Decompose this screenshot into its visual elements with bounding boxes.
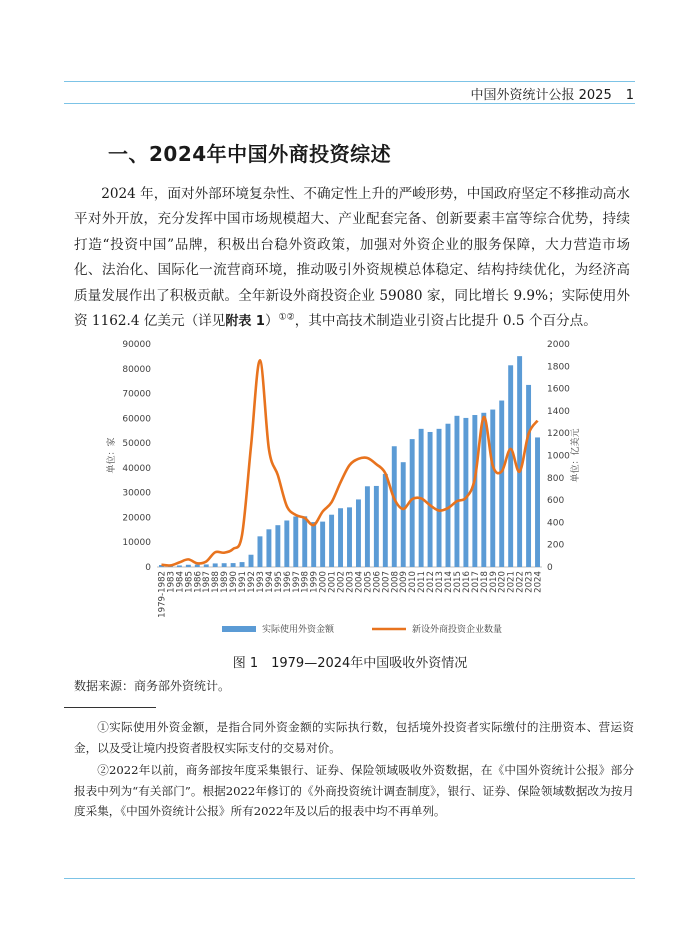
y-tick-right: 1800 <box>547 362 570 373</box>
bar-2018 <box>481 413 486 567</box>
bar-2010 <box>410 439 415 567</box>
bar-1988 <box>213 563 218 567</box>
bar-2014 <box>446 424 451 567</box>
fdi-chart <box>100 334 581 644</box>
bar-series <box>159 356 540 567</box>
x-tick-label: 1991 <box>238 571 249 593</box>
x-tick-label: 1988 <box>211 571 222 593</box>
bar-2022 <box>517 356 522 567</box>
bar-1996 <box>284 521 289 567</box>
x-tick-label: 1996 <box>282 571 293 593</box>
y-axis-label-right: 单位：亿美元 <box>571 428 581 483</box>
header-rule <box>64 103 635 104</box>
x-tick-label: 2021 <box>506 571 517 593</box>
x-tick-label: 1993 <box>255 571 266 593</box>
bar-2021 <box>508 365 513 567</box>
y-tick-left: 20000 <box>122 513 151 524</box>
section-title: 一、2024年中国外商投资综述 <box>108 142 392 166</box>
x-tick-label: 1985 <box>184 571 195 593</box>
y-tick-left: 70000 <box>122 389 151 400</box>
bar-2019 <box>490 410 495 567</box>
bar-1998 <box>302 516 307 567</box>
x-tick-label: 2006 <box>372 571 383 593</box>
body-paragraph <box>74 182 630 334</box>
x-tick-label: 1984 <box>175 571 186 593</box>
bar-1994 <box>266 529 271 567</box>
x-tick-label: 2007 <box>381 571 392 593</box>
footnote-rule <box>64 707 156 708</box>
x-tick-label: 1998 <box>300 571 311 593</box>
y-tick-left: 30000 <box>122 488 151 499</box>
bottom-rule <box>64 878 635 879</box>
bar-2020 <box>499 401 504 567</box>
x-tick-label: 1992 <box>247 571 258 593</box>
bar-2012 <box>428 432 433 567</box>
header-title: 中国外资统计公报 2025 <box>470 88 612 103</box>
x-tick-label: 2015 <box>452 571 463 593</box>
x-tick-label: 2003 <box>345 571 356 593</box>
y-tick-right: 1200 <box>547 429 570 440</box>
y-tick-left: 90000 <box>122 340 151 350</box>
x-tick-label: 2018 <box>479 571 490 593</box>
chart-legend <box>222 623 502 635</box>
body-text-close: ） <box>264 313 279 330</box>
y-tick-right: 1400 <box>547 406 570 417</box>
y-tick-left: 80000 <box>122 364 151 375</box>
body-text-end: ，其中高技术制造业引资占比提升 0.5 个百分点。 <box>294 313 597 330</box>
y-tick-left: 50000 <box>122 439 151 450</box>
y-tick-right: 1600 <box>547 384 570 395</box>
bar-2003 <box>347 507 352 567</box>
y-tick-right: 400 <box>547 518 565 529</box>
body-text: 2024 年，面对外部环境复杂性、不确定性上升的严峻形势，中国政府坚定不移推动高水平对外开放，充分发挥中国市场规模超大、产业配套完备、创新要素丰富等综合优势，持续打造“投资中国”品牌，积极出台稳外资政策，加强对外资企业的服务保障，大力营造市场化、法治化、国际化一流营商环境，推动吸引外资规模总体稳定、结构持续优化，为经济高质量发展作出了积极贡献。全年新设外商投资企业 59080 家，同比增长 9.9%；实际使用外资 1162.4 亿美元（详见 <box>74 186 630 330</box>
y-tick-right: 0 <box>547 563 553 573</box>
x-tick-label: 2010 <box>408 571 419 593</box>
x-tick-label: 2008 <box>390 571 401 593</box>
bar-2002 <box>338 508 343 567</box>
bar-1999 <box>311 522 316 567</box>
bar-2017 <box>472 415 477 567</box>
y-tick-left: 0 <box>145 563 151 573</box>
y-axis-label-left: 单位：家 <box>107 437 117 474</box>
bar-1990 <box>231 563 236 567</box>
bar-2000 <box>320 522 325 567</box>
bar-2006 <box>374 486 379 567</box>
x-tick-label: 1994 <box>264 571 275 593</box>
y-tick-left: 40000 <box>122 463 151 474</box>
bar-1989 <box>222 563 227 567</box>
x-tick-label: 2019 <box>488 571 499 593</box>
bar-2005 <box>365 486 370 567</box>
x-tick-label: 1989 <box>220 571 231 593</box>
x-tick-label: 2024 <box>533 571 544 593</box>
x-tick-label: 1999 <box>309 571 320 593</box>
bar-1987 <box>204 564 209 567</box>
y-tick-right: 1000 <box>547 451 570 462</box>
x-tick-label: 2005 <box>363 571 374 593</box>
bar-2001 <box>329 515 334 567</box>
bar-1991 <box>240 562 245 567</box>
bar-2008 <box>392 446 397 567</box>
x-tick-label: 1979-1982 <box>157 571 168 618</box>
y-tick-right: 800 <box>547 473 565 484</box>
page-number: 1 <box>625 88 634 103</box>
footnote-2: ②2022年以前，商务部按年度采集银行、证券、保险领域吸收外资数据，在《中国外资统计公报》部分报表中列为“有关部门”。根据2022年修订的《外商投资统计调查制度》，银行、证券、保险领域数据改为按月度采集，《中国外资统计公报》所有2022年及以后的报表中均不再单列。 <box>74 763 634 818</box>
x-tick-label: 1987 <box>202 571 213 593</box>
appendix-table-ref[interactable]: 附表 1 <box>225 314 265 330</box>
bar-1986 <box>195 565 200 567</box>
x-tick-label: 2023 <box>524 571 535 593</box>
x-tick-label: 2014 <box>443 571 454 593</box>
x-tick-label: 2002 <box>336 571 347 593</box>
y-tick-left: 60000 <box>122 414 151 425</box>
top-rule <box>64 81 635 82</box>
figure-caption: 图 1 1979—2024年中国吸收外资情况 <box>232 656 468 671</box>
x-tick-label: 2017 <box>470 571 481 593</box>
data-source: 数据来源：商务部外资统计。 <box>74 679 231 693</box>
y-tick-right: 2000 <box>547 340 570 350</box>
running-header <box>471 84 635 103</box>
bar-1997 <box>293 516 298 567</box>
x-tick-label: 2011 <box>417 571 428 593</box>
footnote-refs[interactable]: ①② <box>278 312 295 323</box>
y-tick-left: 10000 <box>122 538 151 549</box>
x-tick-label: 1986 <box>193 571 204 593</box>
bar-2009 <box>401 462 406 567</box>
bar-2015 <box>454 416 459 567</box>
x-tick-label: 1995 <box>273 571 284 593</box>
bar-1992 <box>249 555 254 567</box>
legend-line-label: 新设外商投资企业数量 <box>412 625 503 635</box>
x-axis-labels <box>157 571 543 618</box>
bar-1995 <box>275 525 280 567</box>
x-tick-label: 2013 <box>435 571 446 593</box>
x-tick-label: 2016 <box>461 571 472 593</box>
bar-2024 <box>535 437 540 567</box>
x-tick-label: 2000 <box>318 571 329 593</box>
x-tick-label: 2012 <box>426 571 437 593</box>
x-tick-label: 2004 <box>354 571 365 593</box>
bar-2013 <box>437 429 442 567</box>
bar-2007 <box>383 474 388 567</box>
bar-2023 <box>526 385 531 567</box>
y-tick-right: 600 <box>547 496 565 507</box>
y-tick-right: 200 <box>547 540 565 551</box>
x-tick-label: 2022 <box>515 571 526 593</box>
x-tick-label: 2001 <box>327 571 338 593</box>
bar-1984 <box>177 565 182 567</box>
bar-1985 <box>186 565 191 567</box>
bar-2004 <box>356 499 361 567</box>
footnote-1: ①实际使用外资金额，是指合同外资金额的实际执行数，包括境外投资者实际缴付的注册资本、营运资金，以及受让境内投资者股权实际支付的交易对价。 <box>74 720 634 755</box>
x-tick-label: 2009 <box>399 571 410 593</box>
legend-bar-swatch <box>222 626 256 632</box>
x-tick-label: 2020 <box>497 571 508 593</box>
x-tick-label: 1990 <box>229 571 240 593</box>
legend-bar-label: 实际使用外资金额 <box>262 625 335 635</box>
x-tick-label: 1983 <box>166 571 177 593</box>
bar-1993 <box>258 536 263 567</box>
bar-2016 <box>463 418 468 567</box>
x-tick-label: 1997 <box>291 571 302 593</box>
